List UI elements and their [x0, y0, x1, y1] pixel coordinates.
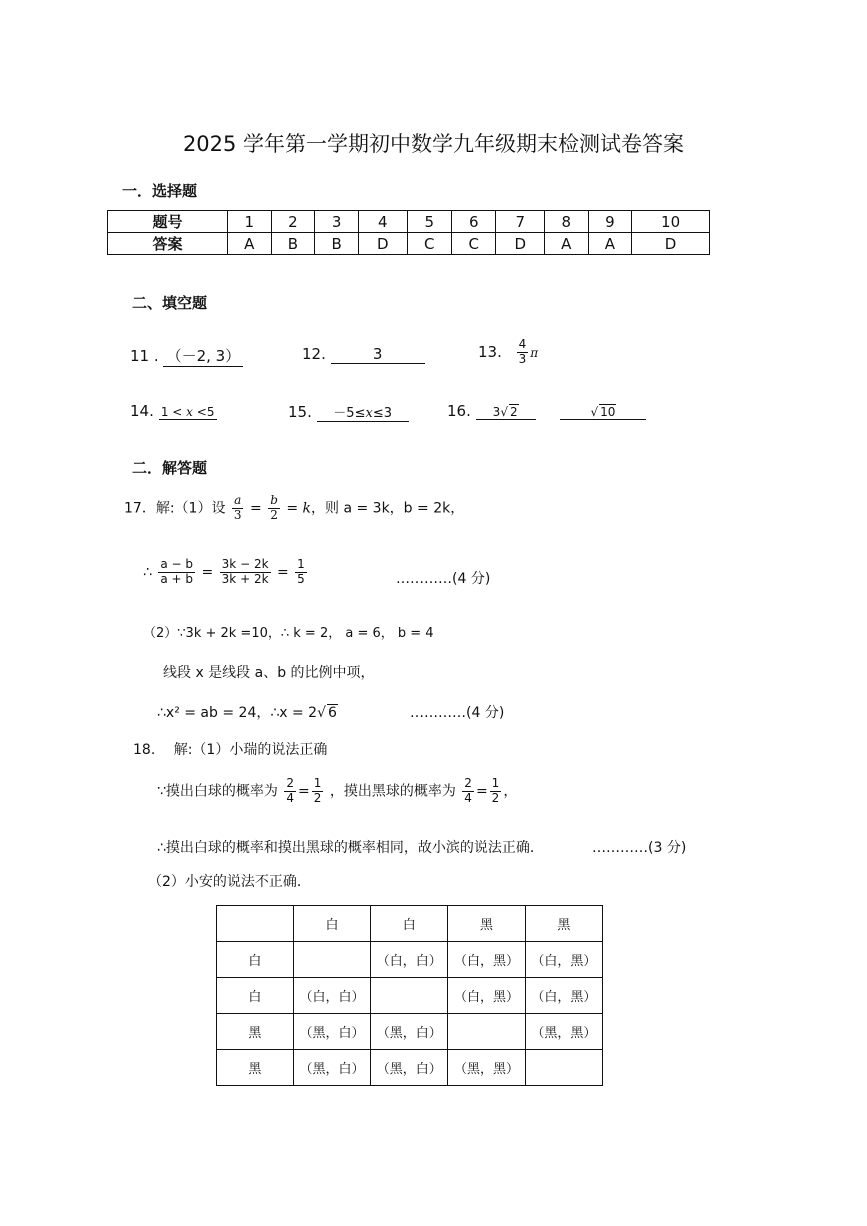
question-number: 7 [496, 211, 545, 233]
fraction: $\frac{b}{2}$ [270, 493, 278, 522]
table-row [217, 1050, 603, 1086]
q16-answer-1: 3√ 2 [476, 404, 536, 420]
question-number: 6 [452, 211, 496, 233]
q18-line4: （2）小安的说法不正确． [148, 874, 311, 890]
table-cell [371, 978, 448, 1014]
q12-answer: 3 [331, 345, 425, 364]
table-header-cell: 黑 [448, 906, 525, 942]
q14-answer: 1 < x <5 [159, 405, 217, 420]
q17-score-2: …………(4 分) [410, 705, 505, 721]
q11-answer: （－2, 3） [163, 345, 243, 367]
question-number: 4 [358, 211, 407, 233]
table-cell: （黑，黑） [525, 1014, 602, 1050]
answer-cell: B [315, 233, 359, 255]
q18-line3: ∴摸出白球的概率和摸出黑球的概率相同，故小滨的说法正确． [157, 840, 544, 856]
answer-cell: C [407, 233, 451, 255]
table-cell: 白 [217, 942, 294, 978]
question-number: 1 [228, 211, 272, 233]
table-cell: （黑，黑） [448, 1050, 525, 1086]
section-heading-choice: 一．选择题 [122, 182, 198, 200]
answer-cell: A [588, 233, 632, 255]
table-cell: （白，黑） [448, 942, 525, 978]
fraction: $\frac{a}{3}$ [233, 493, 242, 522]
q14 [130, 402, 217, 420]
q17-line2: ∴ $\frac{a - b}{a + b}$ = $\frac{3k - 2k}{3k + 2k}$ = $\frac{1}{5}$ [143, 557, 305, 586]
q15 [288, 402, 409, 422]
question-number: 3 [315, 211, 359, 233]
fraction: $\frac{2}{4}$ [464, 776, 472, 805]
table-cell: （白，黑） [525, 978, 602, 1014]
q13-label: 13. [478, 342, 502, 361]
q17-score-1: …………(4 分) [396, 571, 491, 587]
question-number: 9 [588, 211, 632, 233]
section-heading-solution: 二．解答题 [132, 459, 208, 477]
table-cell: （白，白） [293, 978, 370, 1014]
table-header-cell: 白 [293, 906, 370, 942]
table-header-cell: 黑 [525, 906, 602, 942]
choice-answer-table [107, 210, 710, 255]
q17-line4: 线段 x 是线段 a、b 的比例中项， [163, 665, 375, 681]
q13 [478, 338, 538, 367]
question-number: 8 [545, 211, 589, 233]
answer-cell: D [632, 233, 710, 255]
outcome-table [216, 905, 603, 1086]
table-header-cell: 答案 [108, 233, 228, 255]
table-cell: （白，黑） [448, 978, 525, 1014]
table-cell: （黑，白） [293, 1014, 370, 1050]
fraction: $\frac{3k - 2k}{3k + 2k}$ [221, 557, 269, 586]
table-row [217, 906, 603, 942]
answer-cell: D [358, 233, 407, 255]
q18-line1: 18. 解:（1）小瑞的说法正确 [133, 742, 328, 758]
q17-line3: （2）∵3k + 2k =10，∴ k = 2， a = 6， b = 4 [143, 626, 434, 641]
pi-symbol: π [530, 345, 539, 360]
table-cell: （黑，白） [371, 1050, 448, 1086]
table-row [217, 978, 603, 1014]
fraction: $\frac{1}{2}$ [491, 776, 500, 805]
q18-line2: ∵摸出白球的概率为 $\frac{2}{4}$ = $\frac{1}{2}$ ，摸出黑球的概率为 $\frac{2}{4}$ = $\frac{1}{2}$ ， [157, 776, 518, 805]
fraction: $\frac{a - b}{a + b}$ [160, 557, 194, 586]
table-header-cell [217, 906, 294, 942]
table-cell: 黑 [217, 1014, 294, 1050]
answer-cell: C [452, 233, 496, 255]
q15-answer: －5≤x≤3 [317, 402, 409, 422]
q18-score: …………(3 分) [592, 840, 687, 856]
table-cell [448, 1014, 525, 1050]
q16-answer-2: √ 10 [560, 404, 646, 420]
q14-label: 14. [130, 402, 154, 420]
answer-cell: A [228, 233, 272, 255]
fraction: $\frac{1}{2}$ [313, 776, 322, 805]
section-heading-fill: 二、填空题 [132, 294, 208, 312]
table-cell: （黑，白） [293, 1050, 370, 1086]
table-cell [525, 1050, 602, 1086]
fraction: $\frac{1}{5}$ [297, 557, 305, 586]
question-number: 2 [271, 211, 315, 233]
page-title: 2025 学年第一学期初中数学九年级期末检测试卷答案 [182, 132, 685, 156]
answer-cell: B [271, 233, 315, 255]
table-cell: （白，白） [371, 942, 448, 978]
answer-cell: D [496, 233, 545, 255]
table-row [108, 233, 710, 255]
q12 [302, 345, 425, 364]
q16-label: 16. [447, 402, 471, 420]
q16 [447, 402, 646, 420]
q13-fraction: $\frac{4}{3}$ [518, 337, 527, 366]
q11-label: 11 . [130, 347, 159, 365]
table-row [108, 211, 710, 233]
fraction: $\frac{2}{4}$ [286, 776, 295, 805]
q11 [130, 345, 243, 367]
table-cell [293, 942, 370, 978]
table-cell: （黑，白） [371, 1014, 448, 1050]
table-cell: 黑 [217, 1050, 294, 1086]
table-row [217, 942, 603, 978]
table-cell: 白 [217, 978, 294, 1014]
answer-cell: A [545, 233, 589, 255]
table-header-cell: 白 [371, 906, 448, 942]
table-row [217, 1014, 603, 1050]
q12-label: 12. [302, 345, 326, 363]
question-number: 5 [407, 211, 451, 233]
table-header-cell: 题号 [108, 211, 228, 233]
q17-line1: 17．解:（1）设 $\frac{a}{3}$ = $\frac{b}{2}$ = k，则 a = 3k，b = 2k， [124, 493, 465, 522]
q15-label: 15. [288, 403, 312, 421]
q17-line5: ∴x² = ab = 24，∴x = 2√ 6 [157, 705, 337, 721]
question-number: 10 [632, 211, 710, 233]
table-cell: （白，黑） [525, 942, 602, 978]
